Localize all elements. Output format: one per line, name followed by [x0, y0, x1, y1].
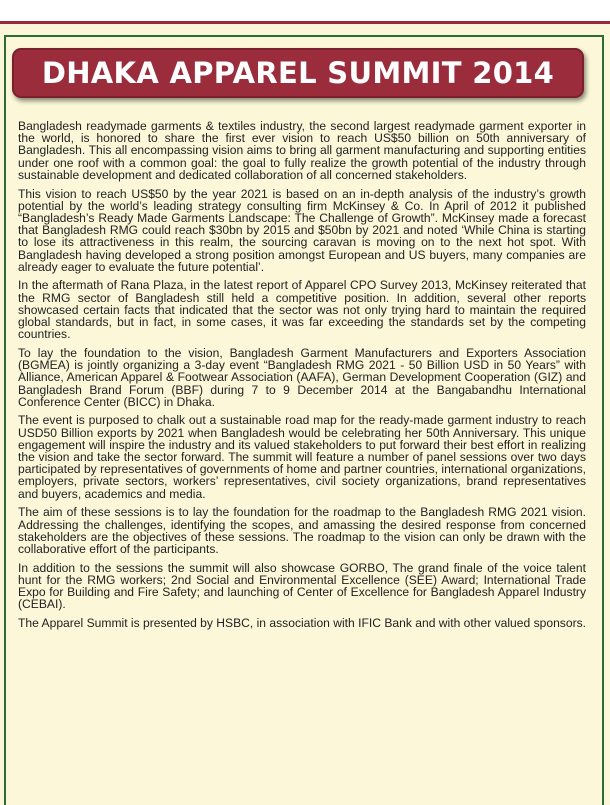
top-divider-strip: [0, 0, 610, 24]
page-title: DHAKA APPAREL SUMMIT 2014: [41, 56, 555, 90]
paragraph: Bangladesh readymade garments & textiles industry, the second largest readymade garment exporter in the world, is honored to share the first ever vision to reach US$50 billion on 50th anniversary of Bangladesh. This all encompassing vision aims to bring all garment manufacturing and supporting entities under one roof with a common goal: the goal to fully realize the growth potential of the industry through sustainable development and dedicated collaboration of all concerned stakeholders.: [18, 119, 586, 182]
article-body: [18, 120, 586, 636]
paragraph: In addition to the sessions the summit will also showcase GORBO, The grand finale of the voice talent hunt for the RMG workers; 2nd Social and Environmental Excellence (SEE) Award; International Trade Expo for Building and Fire Safety; and launching of Center of Excellence for Bangladesh Apparel Industry (CEBAI).: [18, 560, 586, 612]
paragraph: In the aftermath of Rana Plaza, in the latest report of Apparel CPO Survey 2013, McKinsey reiterated that the RMG sector of Bangladesh still held a competitive position. In addition, several other reports showcased certain facts that indicated that the sector was not only trying hard to maintain the required global standards, but in fact, in some cases, it was far exceeding the standards set by the competing countries.: [18, 278, 586, 342]
paragraph: The event is purposed to chalk out a sustainable road map for the ready-made garment industry to reach USD50 Billion exports by 2021 when Bangladesh would be celebrating her 50th Anniversary. This unique engagement will inspire the industry and its valued stakeholders to put forward their best effort in realizing the vision and take the sector forward. The summit will feature a number of panel sessions over two days participated by representatives of governments of home and partner countries, international organizations, employers, private sectors, workers’ representatives, civil society organizations, brand representatives and buyers, academics and media.: [18, 413, 586, 501]
paragraph: To lay the foundation to the vision, Bangladesh Garment Manufacturers and Exporters Association (BGMEA) is jointly organizing a 3-day event “Bangladesh RMG 2021 - 50 Billion USD in 50 Years” with Alliance, American Apparel & Footwear Association (AAFA), German Development Cooperation (GIZ) and Bangladesh Brand Forum (BBF) during 7 to 9 December 2014 at the Bangabandhu International Conference Center (BICC) in Dhaka.: [18, 345, 586, 409]
paragraph: This vision to reach US$50 by the year 2021 is based on an in-depth analysis of the industry’s growth potential by the world’s leading strategy consulting firm McKinsey & Co. In April of 2012 it published “Bangladesh’s Ready Made Garments Landscape: The Challenge of Growth”. McKinsey made a forecast that Bangladesh RMG could reach $30bn by 2015 and $50bn by 2021 and noted ‘While China is starting to lose its attractiveness in this realm, the sourcing caravan is moving on to the next hot spot. With Bangladesh having developed a strong position amongst European and US buyers, many companies are already eager to evaluate the future potential’.: [18, 186, 586, 274]
title-banner: [12, 48, 584, 98]
paragraph: The Apparel Summit is presented by HSBC, in association with IFIC Bank and with other valued sponsors.: [18, 616, 587, 631]
paragraph: The aim of these sessions is to lay the foundation for the roadmap to the Bangladesh RMG 2021 vision. Addressing the challenges, identifying the scopes, and amassing the desired response from concerned stakeholders are the objectives of these sessions. The roadmap to the vision can only be drawn with the collaborative effort of the participants.: [18, 505, 586, 556]
